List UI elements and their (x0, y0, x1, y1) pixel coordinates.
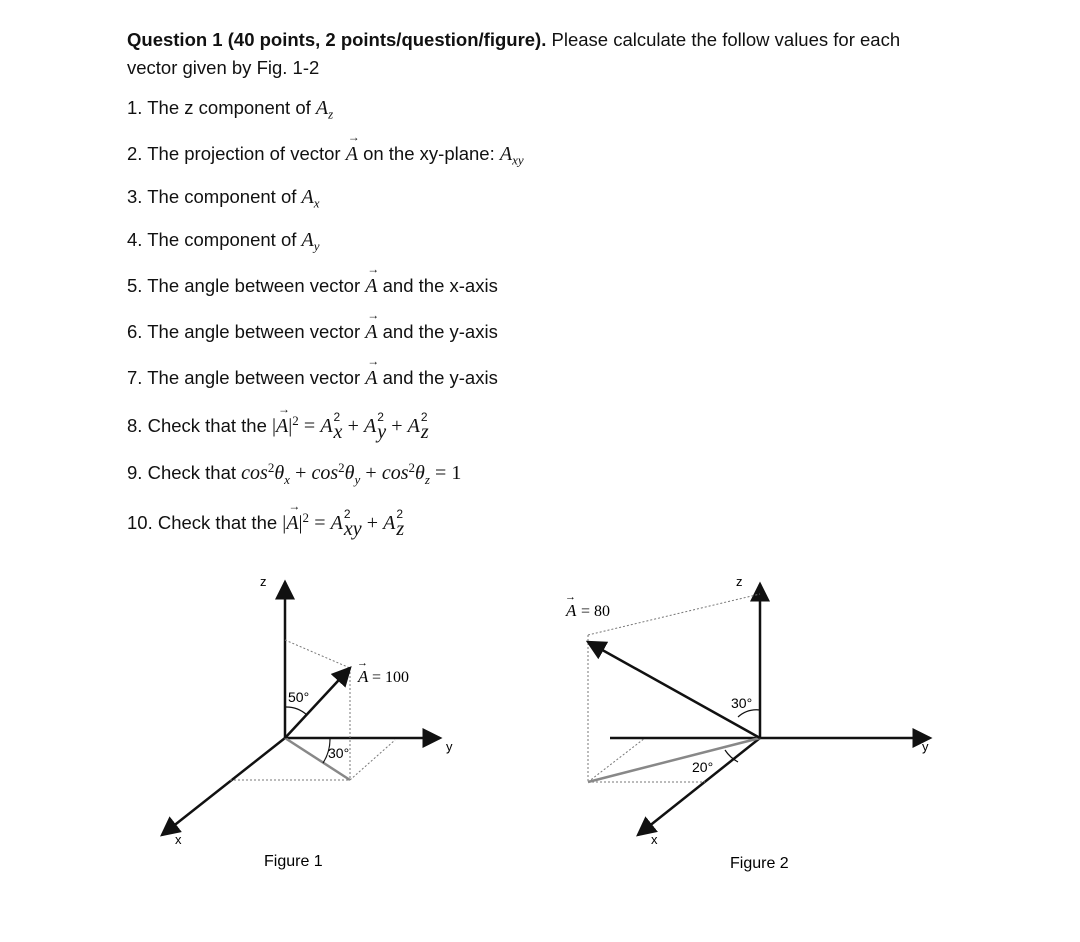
z-axis-label: z (260, 574, 267, 589)
vector-a-symbol: A (358, 667, 369, 686)
x-axis (162, 738, 285, 835)
item-10: 10. Check that the |→ $A|^2 = A$ 2 xy + A 2 z (127, 509, 404, 539)
magnitude-label: = 100 (372, 669, 410, 686)
angle-z-label: 50° (288, 689, 310, 705)
svg-text:→: → (357, 657, 368, 669)
item-4: 4. The component of $A_y$ (127, 229, 320, 254)
vector-a (588, 642, 760, 738)
item-7: 7. The angle between vector → A and the y-axis (127, 367, 498, 390)
item-6: 6. The angle between vector → A and the y-axis (127, 321, 498, 344)
item-3: 3. The component of $A_x$ (127, 186, 320, 211)
question-title: Question 1 (40 points, 2 points/question/figure). (127, 29, 547, 50)
item-8: 8. Check that the |→ $A|^2 = A$ 2 x + A 2 y + A 2 z (127, 412, 429, 442)
y-axis-label: y (922, 739, 929, 754)
item-2: 2. The projection of vector → A on the xy-plane: $A_{xy}$ (127, 143, 524, 169)
figure-1-caption: Figure 1 (264, 853, 323, 870)
angle-xy-label: 20° (692, 759, 714, 775)
figure-2 (560, 570, 960, 880)
item-5: 5. The angle between vector → A and the x-axis (127, 275, 498, 298)
question-header (127, 26, 947, 82)
angle-xy-label: 30° (328, 745, 350, 761)
figure-1 (150, 570, 480, 880)
magnitude-label: = 80 (581, 603, 611, 620)
y-axis-label: y (446, 739, 453, 754)
angle-z-arc (285, 707, 307, 715)
svg-text:→: → (565, 591, 576, 603)
item-9: 9. Check that $\cos^2\theta_x + \cos^2\theta_y + \cos^2\theta_z = 1$ (127, 460, 462, 487)
figure-2-caption: Figure 2 (730, 855, 789, 872)
x-axis-label: x (175, 832, 182, 847)
x-axis-label: x (651, 832, 658, 847)
vector-a-symbol: A (566, 601, 577, 620)
z-axis-label: z (736, 574, 743, 589)
item-1: 1. The z component of $A_z$ (127, 97, 334, 122)
question-intro: Please calculate the follow values for each vector given by Fig. 1-2 (127, 29, 901, 78)
angle-z-label: 30° (731, 695, 753, 711)
